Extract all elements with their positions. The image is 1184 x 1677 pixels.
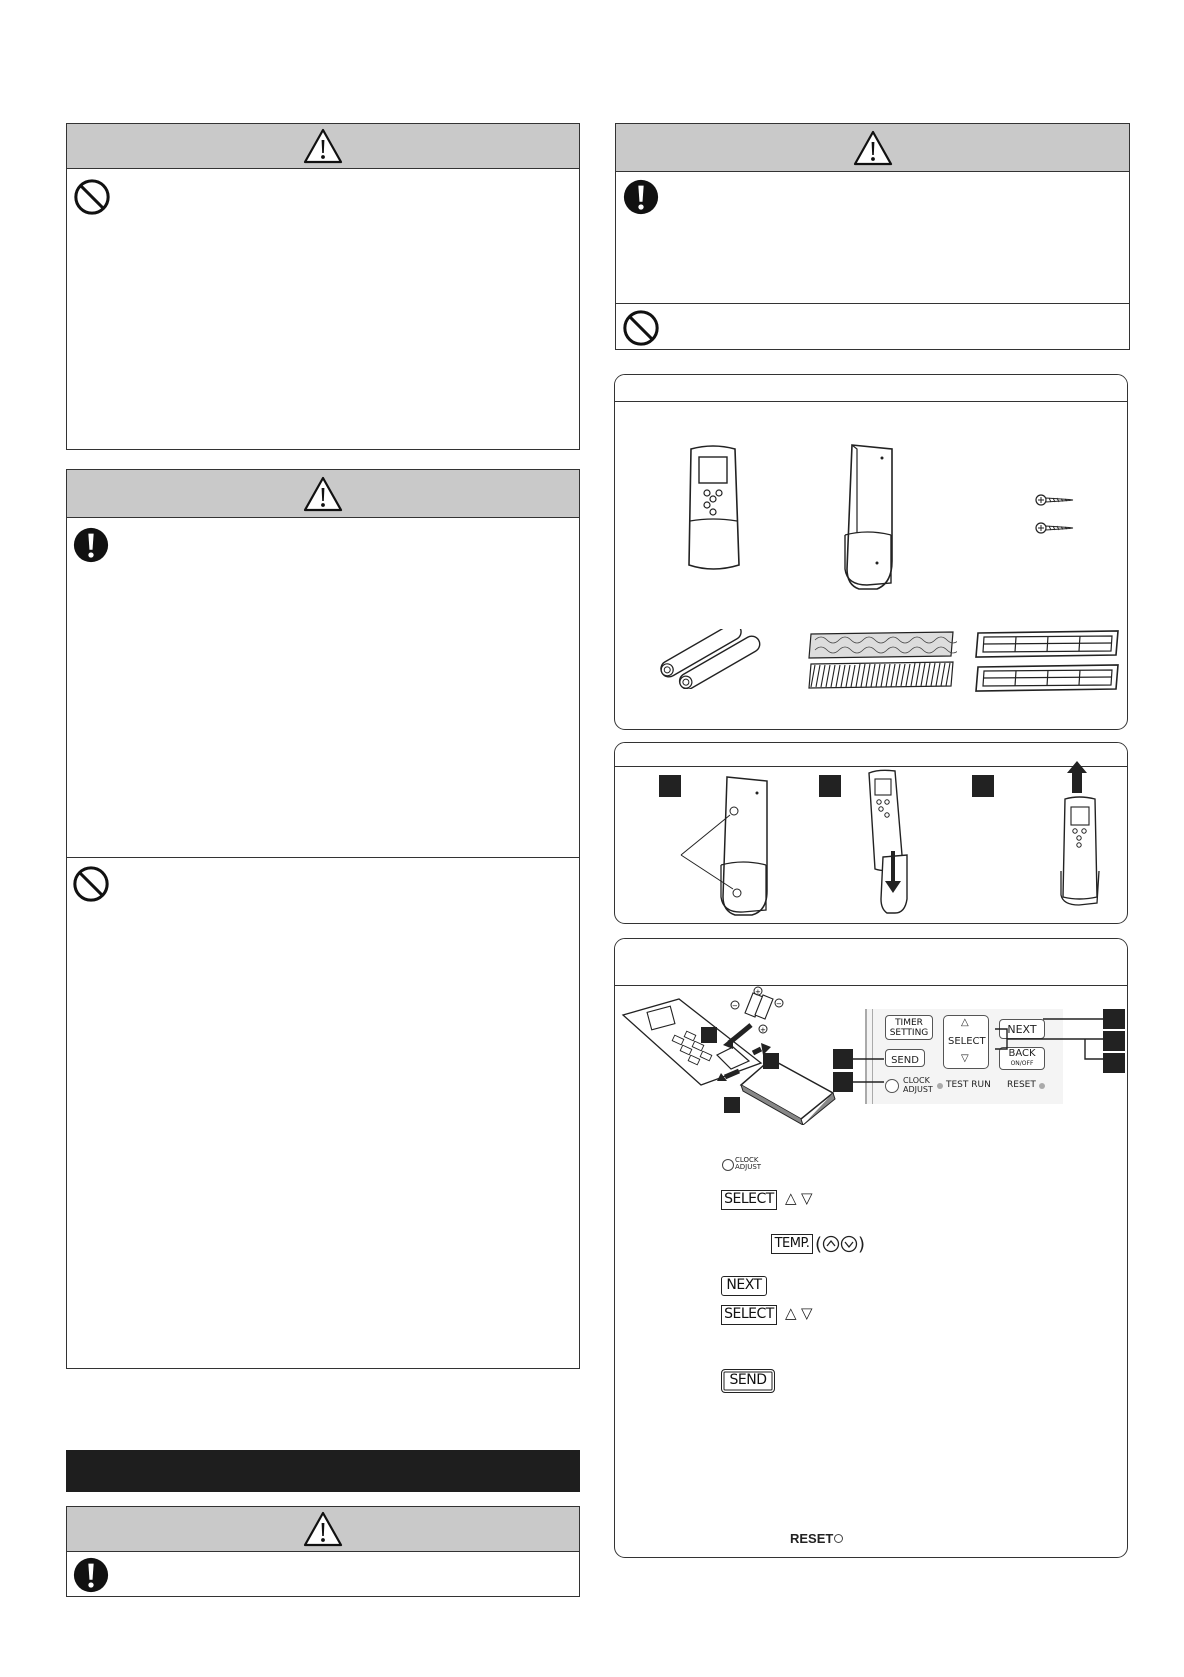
mandatory-action-icon [622,178,660,216]
prohibited-icon [73,178,111,216]
remote-insert-illustration [865,769,935,919]
callout-marker-clock [833,1072,853,1092]
test-run-label: TEST RUN [946,1080,991,1090]
batteries-illustration [651,629,761,689]
holder-mounting-illustration [677,773,787,918]
reset-step-indicator [834,1534,843,1543]
warning-triangle-icon [303,476,343,512]
svg-text:+: + [755,988,761,996]
select-key-icon: SELECT [721,1190,777,1210]
warning-triangle-icon [853,130,893,166]
mandatory-action-icon [72,526,110,564]
holder-install-box [614,742,1128,924]
svg-text:−: − [732,1002,738,1010]
up-triangle-icon: △ [961,1017,969,1028]
caution-box-2-divider [67,857,579,858]
accessories-box-header [615,375,1127,402]
caution-box-1-header [67,124,579,169]
warning-triangle-icon [303,128,343,164]
remote-control-illustration [683,445,743,575]
down-triangle-icon: ▽ [801,1304,813,1322]
timer-setting-label: TIMER SETTING [889,1018,929,1038]
step-marker-3 [972,775,994,797]
section-heading-bar [66,1450,580,1492]
down-triangle-icon: ▽ [961,1053,969,1064]
prohibited-icon [72,865,110,903]
caution-box-2-header [67,470,579,518]
svg-text:): ) [858,1234,866,1255]
filter-frame-illustration [972,629,1122,659]
remote-remove-illustration [1051,759,1111,909]
svg-text:(: ( [815,1234,823,1255]
up-triangle-icon: △ [785,1189,797,1207]
back-label: BACK [1008,1048,1036,1059]
caution-box-3-header [67,1507,579,1552]
svg-text:−: − [776,1000,782,1008]
filter-pad-illustration [807,630,957,690]
remote-holder-illustration [837,443,907,593]
down-triangle-icon: ▽ [801,1189,813,1207]
caution-box-4-divider [616,303,1129,304]
battery-setting-box [614,938,1128,1558]
callout-marker-back [1103,1053,1125,1073]
back-sub-label: ON/OFF [1010,1060,1034,1067]
next-label: NEXT [1007,1023,1037,1036]
clock-adjust-label: CLOCK ADJUST [903,1076,933,1094]
caution-box-3 [66,1506,580,1597]
callout-lines [615,999,1128,1119]
temp-key-icon: TEMP. [771,1234,813,1254]
callout-marker-send [833,1049,853,1069]
caution-box-4-header [616,124,1129,172]
prohibited-icon [622,309,660,347]
callout-marker-next [1103,1009,1125,1029]
send-key-icon: SEND [721,1369,775,1393]
battery-setting-box-header [615,939,1127,986]
caution-box-1 [66,123,580,450]
select-label: SELECT [948,1036,986,1047]
step-marker-2 [819,775,841,797]
temp-up-down-icon [815,1232,897,1256]
warning-triangle-icon [303,1511,343,1547]
screw-illustration [1035,521,1075,535]
mandatory-action-icon [72,1556,110,1594]
reset-label: RESET [1007,1080,1036,1090]
accessories-box [614,374,1128,730]
clock-adjust-icon-label: CLOCK ADJUST [735,1156,762,1171]
filter-frame-illustration [972,663,1122,693]
select-key-icon-2: SELECT [721,1305,777,1325]
caution-box-2 [66,469,580,1369]
reset-step-label: RESET [790,1531,834,1546]
caution-box-4 [615,123,1130,350]
callout-marker-select [1103,1031,1125,1051]
svg-text:+: + [760,1026,766,1034]
clock-adjust-icon [722,1159,734,1171]
screw-illustration [1035,493,1075,507]
next-key-icon: NEXT [721,1276,767,1296]
up-triangle-icon: △ [785,1304,797,1322]
send-label: SEND [891,1055,919,1066]
